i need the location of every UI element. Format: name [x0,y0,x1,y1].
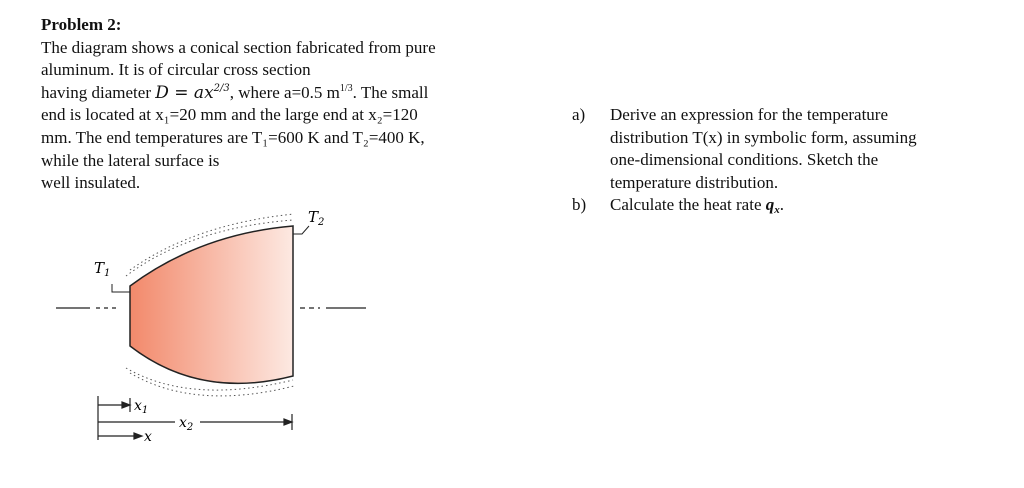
question-b-post: . [779,195,784,215]
question-list [572,104,1012,217]
question-a-line-2: distribution T(x) in symbolic form, assuming [610,127,917,147]
statement-line-3-pre: having diameter [41,82,156,102]
t2-leader [293,226,309,234]
question-a-label: a) [572,105,586,124]
t1-leader [112,284,130,296]
dimension-lines [98,396,292,440]
statement-line-3-mid: , where a=0.5 m [229,82,340,102]
statement-line-2: aluminum. It is of circular cross section [41,60,311,80]
question-a-line-3: one-dimensional conditions. Sketch the [610,150,879,170]
heat-rate-symbol: q [765,195,775,215]
question-a-line-4: temperature distribution. [610,172,779,192]
statement-line-4: end is located at x₁=20 mm and the large end at x₂=120 [41,105,418,125]
question-a-text [610,104,917,194]
cone-body [130,226,293,383]
question-b-text [610,194,784,217]
diameter-equation: D = ax [155,82,214,103]
statement-line-6: while the lateral surface is [41,150,220,170]
x1-label: $x_1$ [134,398,149,416]
x-label: x [144,429,152,445]
statement-line-7: well insulated. [41,173,141,193]
conical-section-diagram [50,200,380,450]
question-b-pre: Calculate the heat rate [610,195,766,215]
statement-line-3-post: . The small [352,82,429,102]
t1-label: $T_1$ [94,259,111,279]
question-b-label: b) [572,195,587,215]
heat-rate-subscript: x [774,204,780,217]
problem-statement [41,14,511,195]
statement-line-3 [41,82,511,105]
t2-label: $T_2$ [308,208,325,228]
statement-line-5: mm. The end temperatures are T₁=600 K and T₂=400 K, [41,127,425,147]
unit-exponent: 1/3 [339,82,353,94]
question-a [572,104,1012,194]
question-a-line-1: Derive an expression for the temperature [610,105,889,124]
x2-label: $x_2$ [179,415,194,433]
statement-line-1: The diagram shows a conical section fabricated from pure [41,37,436,57]
problem-title: Problem 2: [41,15,122,34]
question-b [572,194,1012,217]
diameter-exponent: 2/3 [213,82,230,94]
